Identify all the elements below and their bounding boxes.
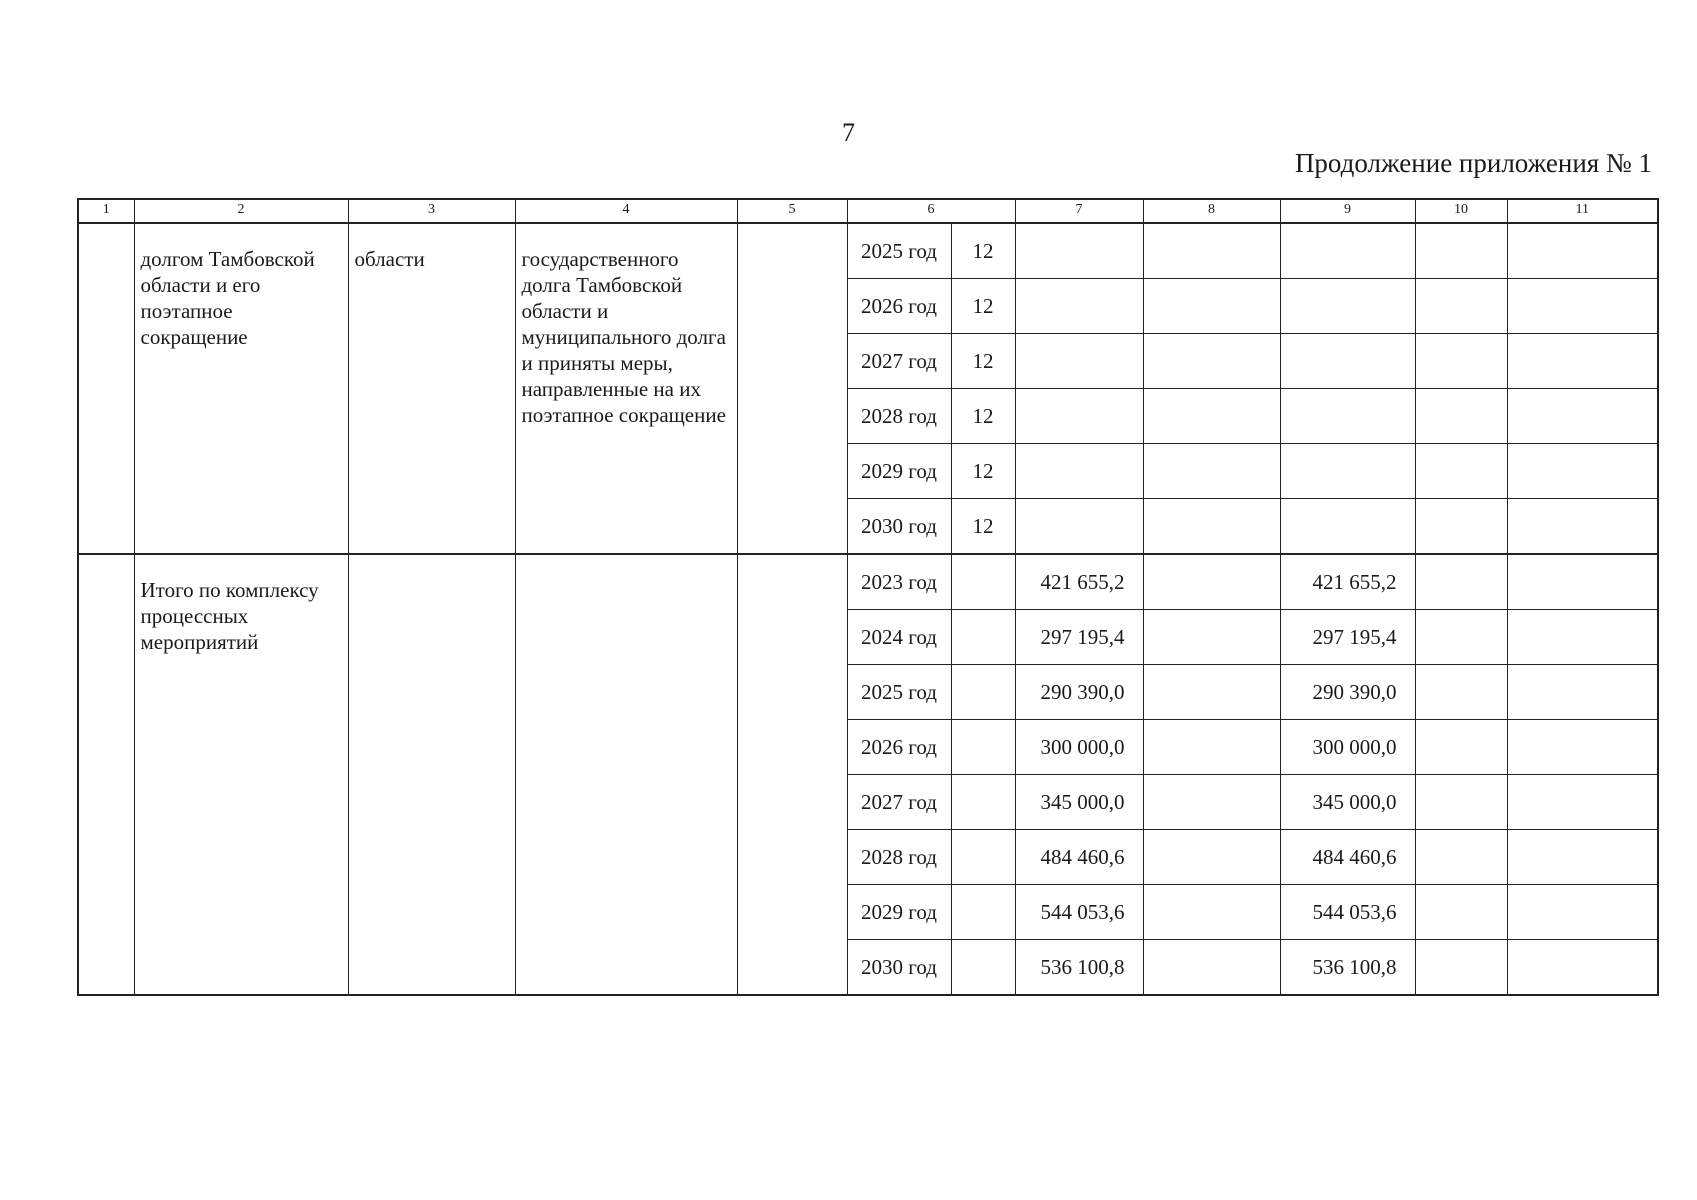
cell-col10: [1415, 720, 1507, 775]
cell-col1: [78, 554, 134, 995]
cell-year: 2026 год: [847, 720, 951, 775]
cell-col7: [1015, 279, 1143, 334]
cell-value: 12: [951, 334, 1015, 389]
cell-col9-amount: 297 195,4: [1280, 610, 1415, 665]
cell-year: 2025 год: [847, 223, 951, 279]
cell-col9-amount: 421 655,2: [1280, 554, 1415, 610]
cell-col8: [1143, 334, 1280, 389]
cell-col8: [1143, 775, 1280, 830]
cell-value: [951, 665, 1015, 720]
cell-year: 2027 год: [847, 334, 951, 389]
cell-col9: [1280, 223, 1415, 279]
cell-col9: [1280, 334, 1415, 389]
cell-col8: [1143, 389, 1280, 444]
cell-col7-amount: 297 195,4: [1015, 610, 1143, 665]
appendix-continuation-note: Продолжение приложения № 1: [1294, 148, 1652, 178]
cell-col11: [1507, 334, 1658, 389]
cell-col10: [1415, 389, 1507, 444]
cell-year: 2028 год: [847, 389, 951, 444]
cell-col8: [1143, 610, 1280, 665]
cell-value: [951, 940, 1015, 996]
cell-value: [951, 720, 1015, 775]
cell-col9: [1280, 279, 1415, 334]
cell-result-description: государственного долга Тамбовской области и муниципального долга и приняты меры, направленные на их поэтапное сокращение: [515, 223, 737, 554]
cell-col11: [1507, 775, 1658, 830]
cell-col11: [1507, 554, 1658, 610]
cell-col10: [1415, 885, 1507, 940]
table-row: [78, 554, 1658, 610]
cell-col9: [1280, 499, 1415, 555]
cell-col8: [1143, 444, 1280, 499]
cell-col3: [348, 554, 515, 995]
cell-col7: [1015, 223, 1143, 279]
cell-value: 12: [951, 444, 1015, 499]
column-header: 11: [1507, 199, 1658, 223]
cell-col8: [1143, 223, 1280, 279]
cell-year: 2023 год: [847, 554, 951, 610]
cell-col11: [1507, 720, 1658, 775]
cell-value: 12: [951, 279, 1015, 334]
cell-col7-amount: 484 460,6: [1015, 830, 1143, 885]
cell-col10: [1415, 554, 1507, 610]
cell-col10: [1415, 940, 1507, 996]
cell-col7-amount: 300 000,0: [1015, 720, 1143, 775]
cell-col7-amount: 345 000,0: [1015, 775, 1143, 830]
cell-col9-amount: 345 000,0: [1280, 775, 1415, 830]
cell-col11: [1507, 499, 1658, 555]
column-header: 10: [1415, 199, 1507, 223]
cell-col8: [1143, 499, 1280, 555]
cell-col1: [78, 223, 134, 554]
cell-value: [951, 554, 1015, 610]
cell-col11: [1507, 940, 1658, 996]
page-number: 7: [842, 118, 855, 147]
cell-value: 12: [951, 499, 1015, 555]
cell-year: 2028 год: [847, 830, 951, 885]
cell-year: 2024 год: [847, 610, 951, 665]
cell-col9-amount: 484 460,6: [1280, 830, 1415, 885]
cell-col8: [1143, 885, 1280, 940]
cell-col11: [1507, 665, 1658, 720]
cell-col10: [1415, 223, 1507, 279]
cell-col7-amount: 544 053,6: [1015, 885, 1143, 940]
table-row: [78, 223, 1658, 279]
cell-col9-amount: 536 100,8: [1280, 940, 1415, 996]
cell-col11: [1507, 610, 1658, 665]
column-header: 9: [1280, 199, 1415, 223]
cell-col11: [1507, 885, 1658, 940]
cell-col9: [1280, 389, 1415, 444]
cell-col11: [1507, 389, 1658, 444]
cell-col10: [1415, 775, 1507, 830]
cell-year: 2026 год: [847, 279, 951, 334]
cell-col7-amount: 290 390,0: [1015, 665, 1143, 720]
column-header: 2: [134, 199, 348, 223]
column-header: 3: [348, 199, 515, 223]
cell-col10: [1415, 334, 1507, 389]
cell-col5: [737, 554, 847, 995]
cell-col9-amount: 544 053,6: [1280, 885, 1415, 940]
column-header: 8: [1143, 199, 1280, 223]
column-header: 6: [847, 199, 1015, 223]
cell-responsible: области: [348, 223, 515, 554]
cell-col10: [1415, 444, 1507, 499]
cell-value: 12: [951, 389, 1015, 444]
appendix-table: [77, 198, 1659, 996]
column-header: 1: [78, 199, 134, 223]
cell-col9-amount: 290 390,0: [1280, 665, 1415, 720]
cell-col8: [1143, 720, 1280, 775]
cell-col7: [1015, 499, 1143, 555]
cell-col5: [737, 223, 847, 554]
column-header: 4: [515, 199, 737, 223]
cell-col11: [1507, 223, 1658, 279]
cell-total-label: Итого по комплексу процессных мероприятий: [134, 554, 348, 995]
cell-value: [951, 885, 1015, 940]
cell-year: 2030 год: [847, 940, 951, 996]
cell-year: 2029 год: [847, 444, 951, 499]
cell-col8: [1143, 554, 1280, 610]
column-header: 7: [1015, 199, 1143, 223]
cell-col11: [1507, 444, 1658, 499]
cell-year: 2027 год: [847, 775, 951, 830]
cell-col4: [515, 554, 737, 995]
cell-col7: [1015, 389, 1143, 444]
cell-col9: [1280, 444, 1415, 499]
cell-col10: [1415, 665, 1507, 720]
cell-col10: [1415, 610, 1507, 665]
cell-col8: [1143, 940, 1280, 996]
cell-col7-amount: 421 655,2: [1015, 554, 1143, 610]
cell-col7-amount: 536 100,8: [1015, 940, 1143, 996]
cell-year: 2030 год: [847, 499, 951, 555]
cell-col11: [1507, 279, 1658, 334]
cell-value: [951, 775, 1015, 830]
cell-col7: [1015, 444, 1143, 499]
cell-col8: [1143, 665, 1280, 720]
cell-col8: [1143, 830, 1280, 885]
cell-col10: [1415, 279, 1507, 334]
cell-col7: [1015, 334, 1143, 389]
column-header: 5: [737, 199, 847, 223]
cell-col10: [1415, 830, 1507, 885]
cell-col9-amount: 300 000,0: [1280, 720, 1415, 775]
column-number-row: [78, 199, 1658, 223]
cell-col11: [1507, 830, 1658, 885]
cell-col10: [1415, 499, 1507, 555]
cell-measure-name: долгом Тамбовской области и его поэтапное сокращение: [134, 223, 348, 554]
cell-col8: [1143, 279, 1280, 334]
cell-year: 2025 год: [847, 665, 951, 720]
cell-value: [951, 830, 1015, 885]
cell-year: 2029 год: [847, 885, 951, 940]
cell-value: [951, 610, 1015, 665]
cell-value: 12: [951, 223, 1015, 279]
